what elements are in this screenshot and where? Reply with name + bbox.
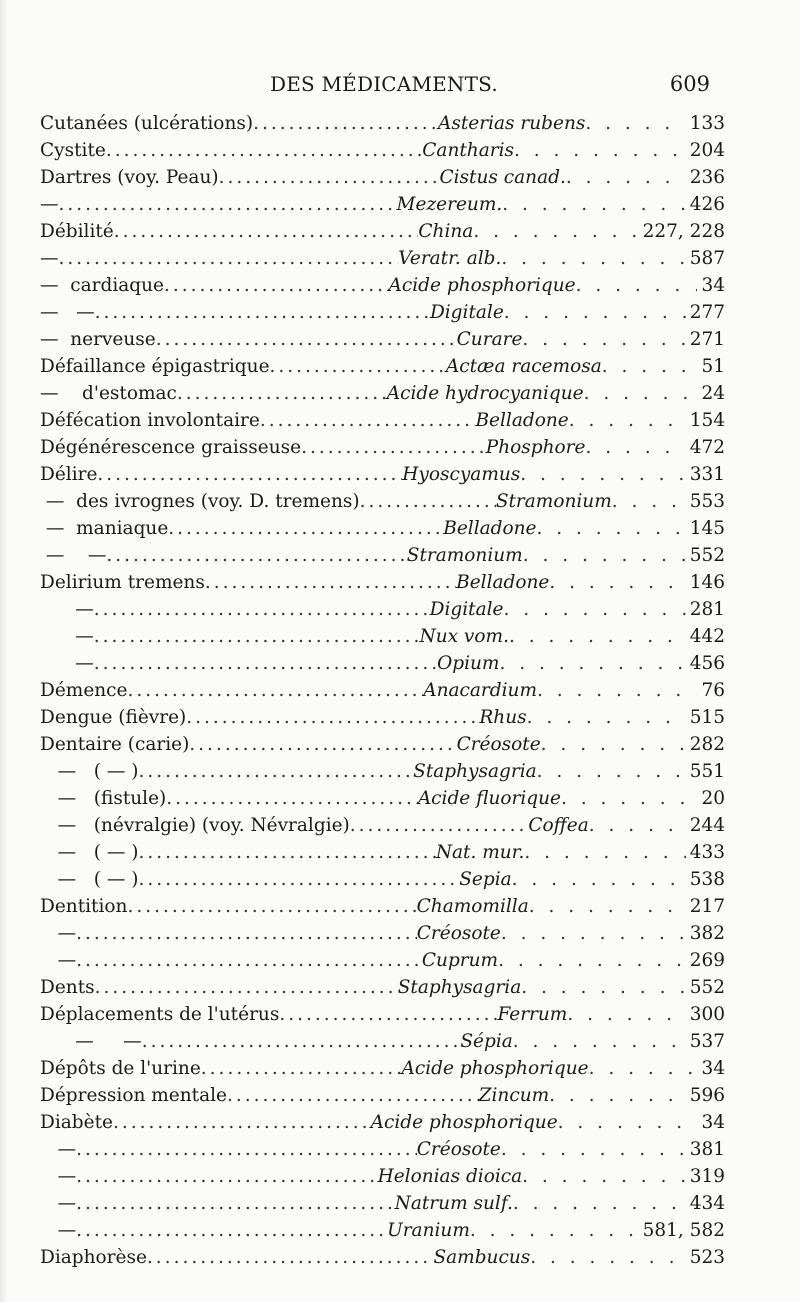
entry-remedy: Mezereum. [396, 194, 503, 215]
index-entry [40, 434, 725, 461]
entry-remedy: Natrum sulf. [394, 1193, 513, 1214]
dot-leader [95, 299, 430, 326]
index-entry [40, 866, 725, 893]
entry-page-number: 24 [701, 383, 725, 404]
dot-leader [219, 164, 440, 191]
dot-leader [142, 1028, 461, 1055]
dot-leader [350, 812, 529, 839]
entry-term: — [40, 923, 77, 944]
entry-term: — — [40, 302, 95, 323]
index-entry [40, 569, 725, 596]
dot-leader [567, 1001, 685, 1028]
entry-remedy: Curare [456, 329, 523, 350]
dot-leader [522, 1163, 686, 1190]
entry-remedy: China [418, 221, 474, 242]
index-entry [40, 1001, 725, 1028]
running-title: DES MÉDICAMENTS. [270, 72, 498, 96]
entry-remedy: Zincum [478, 1085, 550, 1106]
dot-leader [566, 164, 686, 191]
entry-term: Dartres (voy. Peau) [40, 167, 219, 188]
index-entry [40, 650, 725, 677]
dot-leader [602, 353, 698, 380]
entry-term: Défécation involontaire [40, 410, 260, 431]
entry-remedy: Veratr. alb. [398, 248, 502, 269]
entry-page-number: 319 [689, 1166, 725, 1187]
entry-page-number: 227, 228 [642, 221, 725, 242]
index-entry [40, 299, 725, 326]
index-entry [40, 515, 725, 542]
dot-leader [514, 137, 686, 164]
dot-leader [138, 839, 435, 866]
index-entry [40, 488, 725, 515]
entry-remedy: Coffea [528, 815, 589, 836]
dot-leader [59, 191, 397, 218]
entry-term: — [40, 1166, 77, 1187]
index-entries [40, 110, 725, 1271]
dot-leader [94, 650, 437, 677]
entry-remedy: Staphysagria [413, 761, 537, 782]
entry-remedy: Belladone [475, 410, 569, 431]
index-entry [40, 1082, 725, 1109]
index-entry [40, 920, 725, 947]
entry-page-number: 442 [689, 626, 725, 647]
entry-page-number: 34 [701, 1058, 725, 1079]
index-entry [40, 1163, 725, 1190]
entry-term: Dentition [40, 896, 128, 917]
entry-remedy: Digitale [429, 302, 504, 323]
dot-leader [541, 731, 686, 758]
dot-leader [97, 461, 402, 488]
dot-leader [164, 272, 389, 299]
entry-remedy: Sepia [459, 869, 512, 890]
entry-page-number: 271 [689, 329, 725, 350]
index-entry [40, 218, 725, 245]
dot-leader [501, 920, 686, 947]
index-entry [40, 326, 725, 353]
entry-remedy: Actæa racemosa [445, 356, 602, 377]
index-entry [40, 461, 725, 488]
dot-leader [522, 326, 685, 353]
entry-term: Délire [40, 464, 98, 485]
dot-leader [113, 1109, 371, 1136]
entry-term: — [40, 1220, 77, 1241]
dot-leader [138, 866, 459, 893]
entry-term: Delirium tremens [40, 572, 205, 593]
entry-term: — [40, 1139, 77, 1160]
dot-leader [503, 596, 685, 623]
dot-leader [585, 110, 685, 137]
dot-leader [558, 1109, 698, 1136]
entry-page-number: 433 [689, 842, 725, 863]
dot-leader [499, 650, 685, 677]
entry-page-number: 20 [701, 788, 725, 809]
entry-page-number: 434 [689, 1193, 725, 1214]
index-entry [40, 137, 725, 164]
entry-term: Dépression mentale [40, 1085, 227, 1106]
entry-page-number: 146 [689, 572, 725, 593]
entry-remedy: Sépia [460, 1031, 513, 1052]
entry-page-number: 281 [689, 599, 725, 620]
entry-page-number: 426 [689, 194, 725, 215]
dot-leader [589, 1055, 698, 1082]
entry-page-number: 154 [689, 410, 725, 431]
entry-remedy: Nux vom. [419, 626, 509, 647]
dot-leader [76, 920, 417, 947]
entry-page-number: 552 [689, 977, 725, 998]
dot-leader [227, 1082, 479, 1109]
entry-remedy: Acide fluorique [417, 788, 561, 809]
index-entry [40, 1109, 725, 1136]
entry-term: — [40, 599, 94, 620]
entry-term: — maniaque [40, 518, 169, 539]
dot-leader [114, 218, 419, 245]
entry-page-number: 472 [689, 437, 725, 458]
entry-remedy: Sambucus [433, 1247, 531, 1268]
entry-page-number: 204 [689, 140, 725, 161]
page-number: 609 [669, 72, 710, 96]
entry-remedy: Belladone [456, 572, 550, 593]
dot-leader [76, 1163, 377, 1190]
index-entry [40, 164, 725, 191]
entry-remedy: Asterias rubens [438, 113, 586, 134]
dot-leader [260, 407, 476, 434]
dot-leader [585, 434, 685, 461]
index-entry [40, 623, 725, 650]
entry-page-number: 581, 582 [642, 1220, 725, 1241]
dot-leader [523, 542, 686, 569]
entry-page-number: 217 [689, 896, 725, 917]
dot-leader [59, 245, 399, 272]
entry-remedy: Chamomilla [416, 896, 529, 917]
entry-term: — [40, 248, 59, 269]
entry-page-number: 523 [689, 1247, 725, 1268]
dot-leader [127, 893, 416, 920]
index-entry [40, 677, 725, 704]
entry-page-number: 596 [689, 1085, 725, 1106]
dot-leader [498, 947, 686, 974]
entry-remedy: Hyoscyamus [402, 464, 521, 485]
entry-term: Cystite [40, 140, 106, 161]
dot-leader [189, 731, 456, 758]
entry-page-number: 551 [689, 761, 725, 782]
dot-leader [501, 1136, 686, 1163]
dot-leader [521, 974, 685, 1001]
index-entry [40, 839, 725, 866]
index-entry [40, 542, 725, 569]
index-entry [40, 1190, 725, 1217]
entry-term: — [40, 1193, 77, 1214]
dot-leader [205, 569, 456, 596]
entry-term: — ( — ) [40, 869, 139, 890]
entry-term: — ( — ) [40, 761, 139, 782]
entry-remedy: Cistus canad. [439, 167, 566, 188]
entry-term: — (névralgie) (voy. Névralgie) [40, 815, 350, 836]
entry-term: — [40, 194, 59, 215]
index-entry [40, 947, 725, 974]
entry-term: — [40, 653, 94, 674]
dot-leader [470, 1217, 639, 1244]
entry-page-number: 538 [689, 869, 725, 890]
entry-remedy: Digitale [429, 599, 504, 620]
entry-term: Dépôts de l'urine [40, 1058, 201, 1079]
entry-remedy: Nat. mur. [435, 842, 525, 863]
dot-leader [168, 515, 443, 542]
dot-leader [504, 299, 686, 326]
entry-remedy: Ferrum [497, 1004, 568, 1025]
dot-leader [201, 1055, 402, 1082]
entry-page-number: 34 [701, 1112, 725, 1133]
entry-page-number: 269 [689, 950, 725, 971]
index-entry [40, 1055, 725, 1082]
dot-leader [76, 1136, 417, 1163]
dot-leader [530, 1244, 685, 1271]
entry-page-number: 133 [689, 113, 725, 134]
entry-page-number: 145 [689, 518, 725, 539]
index-entry [40, 191, 725, 218]
entry-term: Démence [40, 680, 128, 701]
entry-remedy: Stramonium [495, 491, 612, 512]
entry-page-number: 381 [689, 1139, 725, 1160]
entry-remedy: Acide phosphorique [370, 1112, 558, 1133]
dot-leader [186, 704, 479, 731]
dot-leader [537, 515, 686, 542]
dot-leader [156, 326, 457, 353]
entry-remedy: Créosote [456, 734, 541, 755]
entry-page-number: 34 [701, 275, 725, 296]
index-entry [40, 353, 725, 380]
dot-leader [561, 785, 697, 812]
dot-leader [473, 218, 638, 245]
entry-remedy: Belladone [443, 518, 537, 539]
entry-page-number: 537 [689, 1031, 725, 1052]
index-entry [40, 272, 725, 299]
entry-term: Dengue (fièvre) [40, 707, 187, 728]
entry-remedy: Stramonium [406, 545, 523, 566]
dot-leader [360, 488, 496, 515]
entry-term: — nerveuse [40, 329, 156, 350]
index-entry [40, 245, 725, 272]
entry-term: Dégénérescence graisseuse [40, 437, 302, 458]
index-entry [40, 758, 725, 785]
dot-leader [279, 1001, 497, 1028]
dot-leader [524, 839, 685, 866]
dot-leader [513, 1028, 686, 1055]
dot-leader [537, 677, 697, 704]
entry-term: — cardiaque [40, 275, 164, 296]
entry-remedy: Staphysagria [397, 977, 522, 998]
dot-leader [612, 488, 686, 515]
entry-remedy: Phosphore [485, 437, 586, 458]
dot-leader [95, 974, 398, 1001]
entry-term: Cutanées (ulcérations) [40, 113, 254, 134]
dot-leader [76, 1190, 395, 1217]
dot-leader [569, 407, 686, 434]
entry-page-number: 456 [689, 653, 725, 674]
index-entry [40, 785, 725, 812]
entry-page-number: 382 [689, 923, 725, 944]
entry-remedy: Helonias dioica [377, 1166, 523, 1187]
entry-term: — (fistule) [40, 788, 167, 809]
entry-page-number: 277 [689, 302, 725, 323]
entry-remedy: Anacardium [423, 680, 537, 701]
dot-leader [147, 1244, 434, 1271]
dot-leader [512, 866, 686, 893]
entry-term: Dentaire (carie) [40, 734, 190, 755]
dot-leader [106, 542, 406, 569]
dot-leader [94, 596, 430, 623]
dot-leader [549, 1082, 686, 1109]
entry-remedy: Uranium [387, 1220, 470, 1241]
entry-remedy: Créosote [416, 1139, 501, 1160]
dot-leader [537, 758, 686, 785]
dot-leader [589, 812, 686, 839]
index-entry [40, 1136, 725, 1163]
entry-page-number: 300 [689, 1004, 725, 1025]
dot-leader [513, 1190, 686, 1217]
entry-page-number: 515 [689, 707, 725, 728]
entry-page-number: 244 [689, 815, 725, 836]
entry-remedy: Acide hydrocyanique [386, 383, 584, 404]
entry-remedy: Cuprum [421, 950, 499, 971]
dot-leader [138, 758, 413, 785]
index-entry [40, 812, 725, 839]
index-entry [40, 1244, 725, 1271]
entry-page-number: 76 [701, 680, 725, 701]
entry-page-number: 552 [689, 545, 725, 566]
entry-remedy: Opium [437, 653, 500, 674]
dot-leader [270, 353, 446, 380]
entry-term: Diaphorèse [40, 1247, 147, 1268]
index-entry [40, 1217, 725, 1244]
entry-remedy: Cantharis [422, 140, 514, 161]
index-entry [40, 704, 725, 731]
entry-remedy: Rhus [479, 707, 527, 728]
entry-term: — — [40, 545, 107, 566]
entry-term: Dents [40, 977, 95, 998]
entry-term: — [40, 626, 94, 647]
dot-leader [584, 380, 698, 407]
dot-leader [106, 137, 422, 164]
index-entry [40, 893, 725, 920]
entry-remedy: Acide phosphorique [401, 1058, 589, 1079]
entry-term: Défaillance épigastrique [40, 356, 270, 377]
entry-page-number: 553 [689, 491, 725, 512]
dot-leader [527, 704, 686, 731]
entry-remedy: Acide phosphorique [388, 275, 576, 296]
entry-term: Diabète [40, 1112, 113, 1133]
dot-leader [576, 272, 698, 299]
dot-leader [509, 623, 686, 650]
entry-term: — d'estomac [40, 383, 177, 404]
dot-leader [166, 785, 418, 812]
dot-leader [76, 947, 422, 974]
dot-leader [502, 191, 685, 218]
entry-page-number: 51 [701, 356, 725, 377]
entry-term: — ( — ) [40, 842, 139, 863]
dot-leader [128, 677, 424, 704]
dot-leader [549, 569, 685, 596]
entry-term: — des ivrognes (voy. D. tremens) [40, 491, 360, 512]
entry-page-number: 587 [689, 248, 725, 269]
index-entry [40, 380, 725, 407]
index-entry [40, 407, 725, 434]
entry-page-number: 282 [689, 734, 725, 755]
entry-term: — [40, 950, 77, 971]
dot-leader [301, 434, 486, 461]
entry-page-number: 236 [689, 167, 725, 188]
index-entry [40, 731, 725, 758]
dot-leader [501, 245, 685, 272]
index-entry [40, 596, 725, 623]
index-entry [40, 110, 725, 137]
index-entry [40, 1028, 725, 1055]
dot-leader [177, 380, 387, 407]
entry-term: — — [40, 1031, 142, 1052]
running-header [270, 69, 720, 99]
index-entry [40, 974, 725, 1001]
entry-page-number: 331 [689, 464, 725, 485]
entry-remedy: Créosote [416, 923, 501, 944]
entry-term: Déplacements de l'utérus [40, 1004, 280, 1025]
dot-leader [529, 893, 686, 920]
dot-leader [76, 1217, 387, 1244]
dot-leader [520, 461, 685, 488]
entry-term: Débilité [40, 221, 114, 242]
dot-leader [253, 110, 438, 137]
dot-leader [94, 623, 420, 650]
